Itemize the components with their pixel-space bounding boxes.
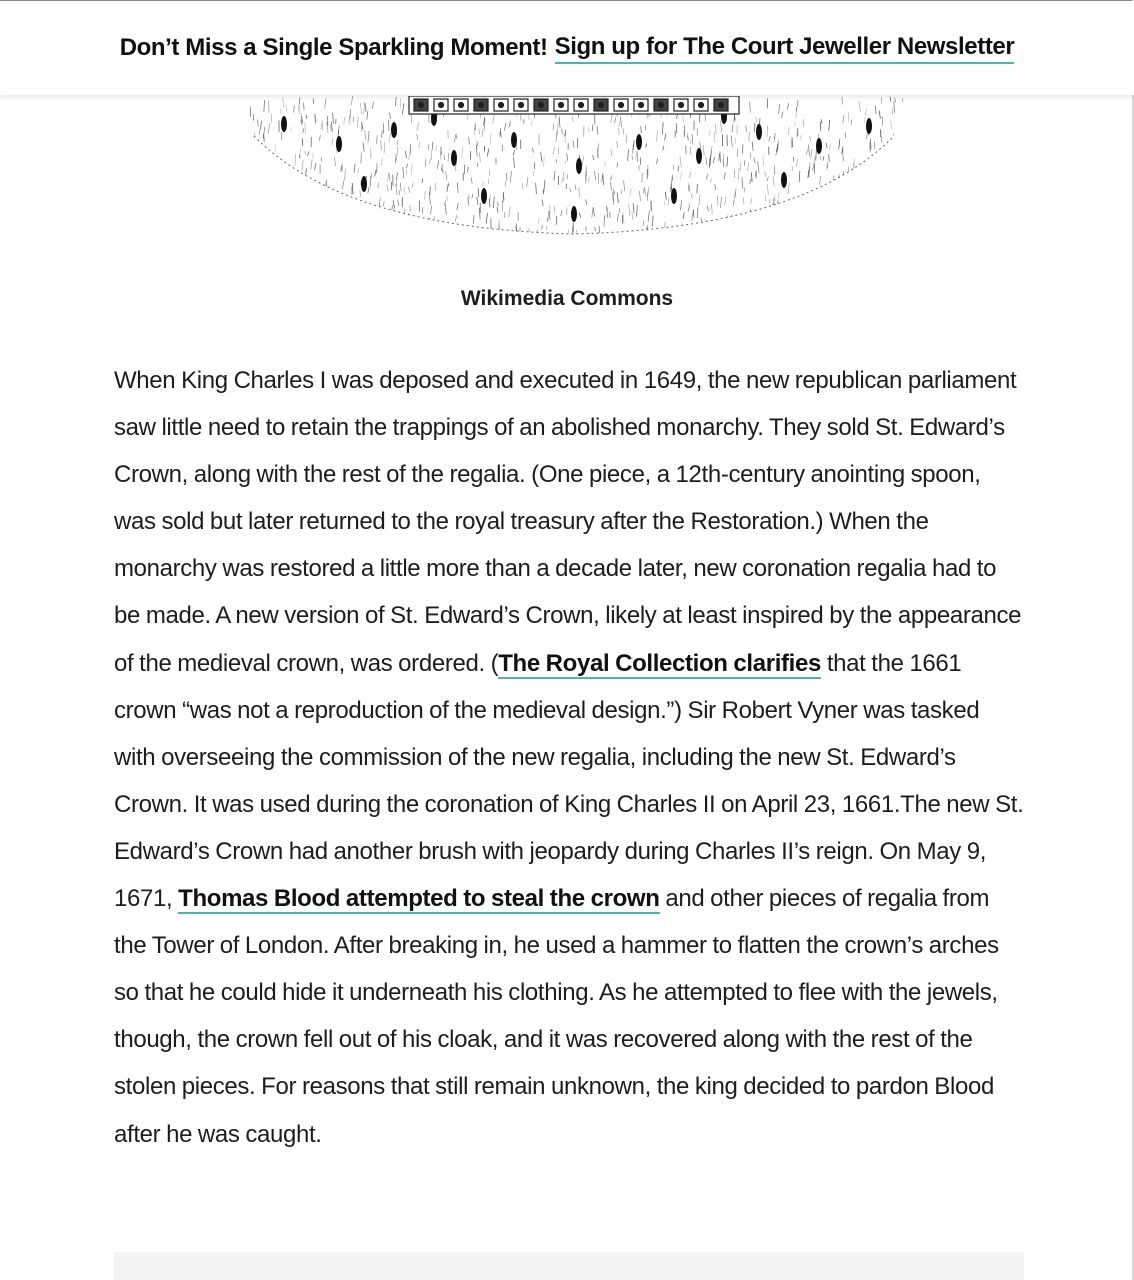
article-text-part-3: and other pieces of regalia from the Tower of London. After breaking in, he used a hammer to flatten the crown’s arches so that he could hide it underneath his clothing. As he attempted to flee with the jewels, though, the crown fell out of his cloak, and it was recovered along with the rest of the stolen pieces. For reasons that still remain unknown, the king decided to pardon Blood after he was caught.: [114, 885, 999, 1148]
banner-lead-text: Don’t Miss a Single Sparkling Moment!: [119, 34, 548, 61]
ermine-crown-band-illustration: [244, 96, 904, 236]
next-content-block: [114, 1252, 1024, 1280]
article-body: [114, 357, 1026, 1158]
royal-collection-link[interactable]: The Royal Collection clarifies: [498, 649, 821, 677]
jewelled-circlet: [409, 96, 739, 114]
article-text-part-1: When King Charles I was deposed and executed in 1649, the new republican parliament saw little need to retain the trappings of an abolished monarchy. They sold St. Edward’s Crown, along with the rest of the regalia. (One piece, a 12th-century anointing spoon, was sold but later returned to the royal treasury after the Restoration.) When the monarchy was restored a little more than a decade later, new coronation regalia had to be made. A new version of St. Edward’s Crown, likely at least inspired by the appearance of the medieval crown, was ordered. (: [114, 367, 1022, 677]
newsletter-signup-link[interactable]: Sign up for The Court Jeweller Newsletter: [555, 33, 1015, 64]
image-caption: Wikimedia Commons: [460, 287, 674, 310]
article-text-part-2: that the 1661 crown “was not a reproduction of the medieval design.”) Sir Robert Vyner was tasked with overseeing the commission of the new regalia, including the new St. Edward’s Crown. It was used during the coronation of King Charles II on April 23, 1661.The new St. Edward’s Crown had another brush with jeopardy during Charles II’s reign. On May 9, 1671,: [114, 649, 1024, 913]
thomas-blood-link[interactable]: Thomas Blood attempted to steal the crown: [178, 885, 660, 913]
newsletter-banner: [0, 1, 1134, 95]
article-paragraph: [114, 357, 1026, 1158]
